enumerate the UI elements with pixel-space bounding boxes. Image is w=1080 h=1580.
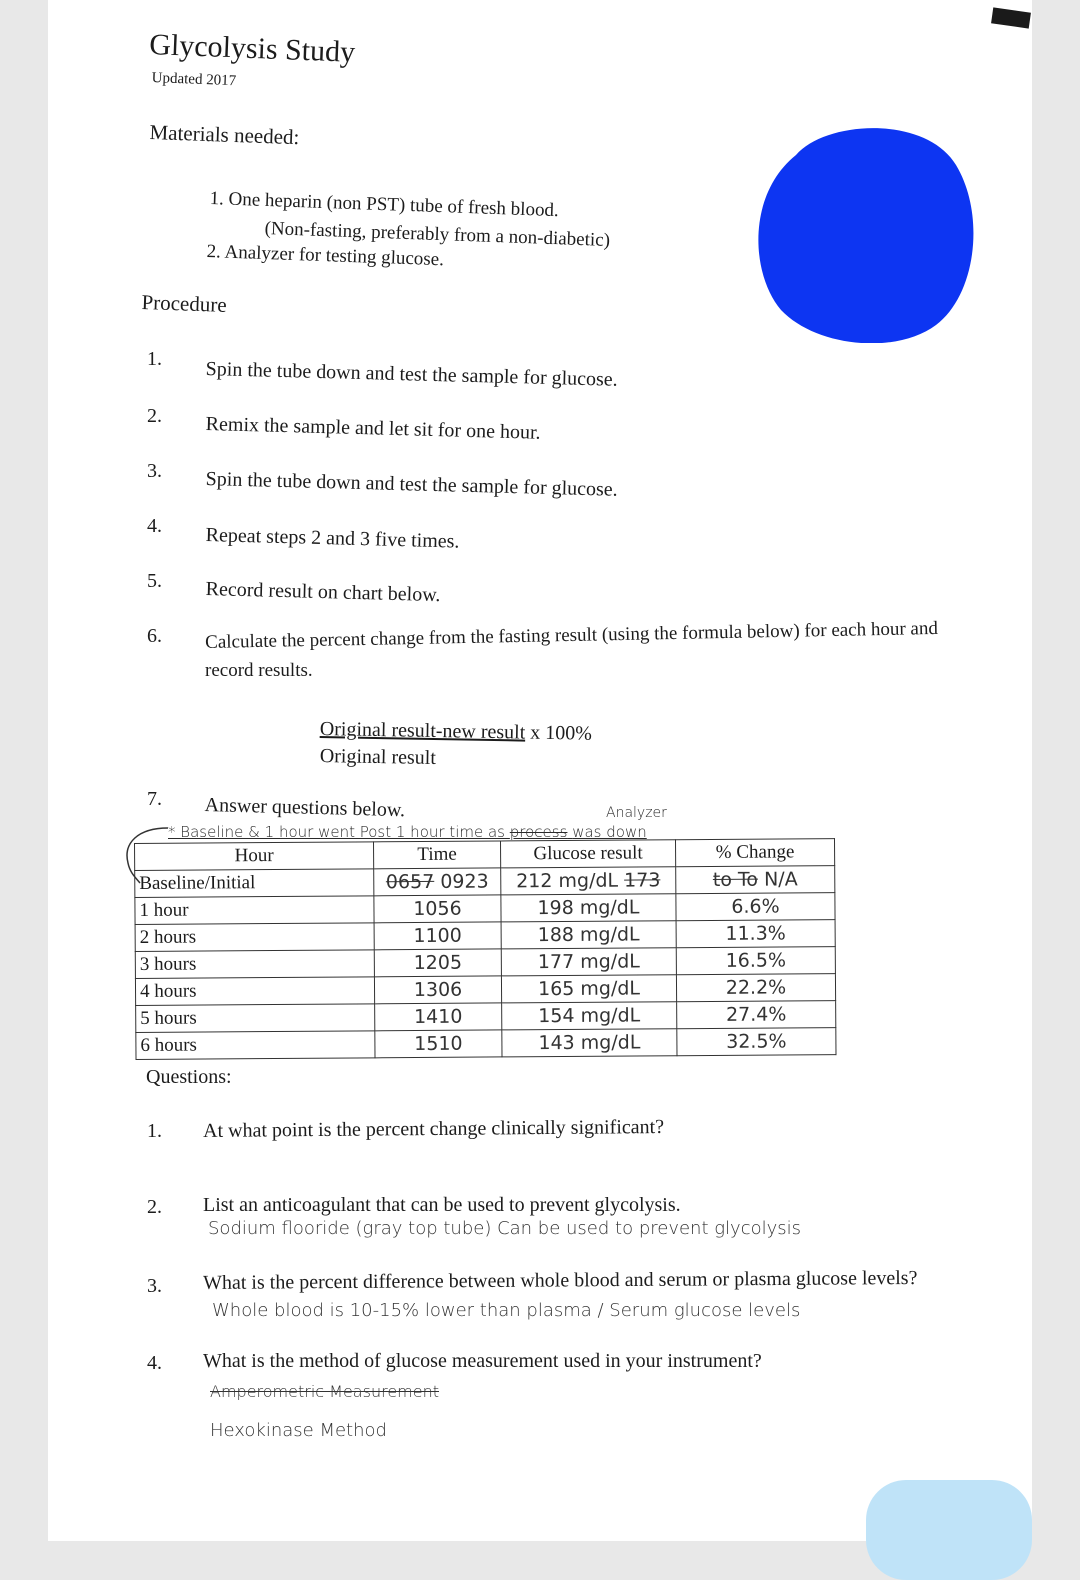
step-3-text: Spin the tube down and test the sample for glucose. <box>205 468 618 501</box>
cell-change: 27.4% <box>677 1001 836 1029</box>
step-7-text: Answer questions below. <box>204 794 406 822</box>
cell-time: 1410 <box>375 1003 502 1031</box>
header-glucose: Glucose result <box>500 840 675 868</box>
annotation-note-end: was down <box>572 823 647 841</box>
cell-change-value: N/A <box>763 868 798 891</box>
table-row <box>136 1028 836 1060</box>
cell-glucose: 154 mg/dL <box>502 1002 677 1030</box>
cell-time: 1510 <box>375 1030 502 1058</box>
question-4-number: 4. <box>147 1352 162 1374</box>
cell-time: 1306 <box>374 976 501 1004</box>
materials-item-1-num: 1. <box>209 188 225 210</box>
materials-item-1-text: One heparin (non PST) tube of fresh blood. <box>228 188 560 222</box>
cell-glucose: 143 mg/dL <box>502 1029 677 1057</box>
step-5-number: 5. <box>147 570 162 592</box>
annotation-note <box>168 823 647 841</box>
step-6-text-cont: record results. <box>205 660 313 681</box>
cell-glucose: 198 mg/dL <box>501 894 676 922</box>
step-2-text: Remix the sample and let sit for one hour. <box>205 413 541 444</box>
formula-numerator <box>320 718 593 746</box>
cell-glucose-value: 212 mg/dL <box>516 869 619 893</box>
cell-hour: 3 hours <box>135 950 374 979</box>
header-change: % Change <box>675 839 834 867</box>
header-time: Time <box>373 841 500 869</box>
cell-change: 16.5% <box>676 947 835 975</box>
procedure-heading: Procedure <box>141 290 228 317</box>
cell-glucose: 177 mg/dL <box>501 948 676 976</box>
question-1-number: 1. <box>147 1120 162 1142</box>
cell-time: 1100 <box>374 922 501 950</box>
cell-time-struck: 0657 <box>385 870 435 894</box>
step-4-number: 4. <box>147 515 162 537</box>
annotation-note-text: * Baseline & 1 hour went Post 1 hour time as <box>168 823 505 841</box>
question-3-answer: Whole blood is 10-15% lower than plasma / Serum glucose levels <box>212 1300 801 1321</box>
question-4-answer: Hexokinase Method <box>210 1420 387 1441</box>
question-3-number: 3. <box>147 1275 162 1297</box>
floating-action-bubble[interactable] <box>866 1480 1032 1580</box>
cell-change <box>676 866 835 894</box>
materials-item-2-text: Analyzer for testing glucose. <box>224 241 445 271</box>
formula-numerator-text: Original result-new result <box>319 718 526 744</box>
annotation-analyzer: Analyzer <box>606 805 667 821</box>
annotation-struck-word: process <box>509 823 568 841</box>
cell-change: 22.2% <box>676 974 835 1002</box>
question-2-number: 2. <box>147 1196 162 1218</box>
cell-time-value: 0923 <box>440 870 489 893</box>
cell-time <box>374 868 501 896</box>
page-title: Glycolysis Study <box>148 28 356 69</box>
cell-glucose-struck: 173 <box>624 869 661 892</box>
cell-hour: 6 hours <box>136 1031 375 1060</box>
cell-hour: 4 hours <box>135 977 374 1006</box>
question-4-text: What is the method of glucose measurement used in your instrument? <box>203 1350 762 1372</box>
cell-hour: 2 hours <box>135 923 374 952</box>
cell-hour: 5 hours <box>136 1004 375 1033</box>
cell-time: 1056 <box>374 895 501 923</box>
header-hour: Hour <box>135 842 374 871</box>
question-3-text: What is the percent difference between whole blood and serum or plasma glucose levels? <box>203 1267 918 1294</box>
page-subtitle: Updated 2017 <box>151 70 237 90</box>
question-2-answer: Sodium flooride (gray top tube) Can be used to prevent glycolysis <box>208 1218 802 1239</box>
cell-glucose: 165 mg/dL <box>501 975 676 1003</box>
step-3-number: 3. <box>147 460 162 482</box>
cell-change: 32.5% <box>677 1028 836 1056</box>
step-5-text: Record result on chart below. <box>205 578 441 607</box>
step-2-number: 2. <box>147 405 162 427</box>
glucose-results-table <box>134 838 836 1060</box>
step-7-number: 7. <box>147 788 162 810</box>
materials-item-1-note: (Non-fasting, preferably from a non-diabetic) <box>264 218 611 252</box>
cell-glucose <box>501 867 676 895</box>
cell-hour: Baseline/Initial <box>135 869 374 898</box>
questions-heading: Questions: <box>146 1066 232 1088</box>
cell-change: 6.6% <box>676 893 835 921</box>
step-6-number: 6. <box>147 625 162 647</box>
materials-item-2-num: 2. <box>206 241 222 263</box>
cell-glucose: 188 mg/dL <box>501 921 676 949</box>
question-2-text: List an anticoagulant that can be used to prevent glycolysis. <box>203 1194 681 1216</box>
cell-hour: 1 hour <box>135 896 374 925</box>
question-4-struck-answer: Amperometric Measurement <box>210 1382 439 1401</box>
cell-change: 11.3% <box>676 920 835 948</box>
step-1-text: Spin the tube down and test the sample for glucose. <box>205 358 618 391</box>
cell-change-struck: to To <box>712 868 759 891</box>
step-1-number: 1. <box>147 348 162 370</box>
formula-multiplier: x 100% <box>525 721 593 745</box>
formula-denominator: Original result <box>319 745 437 770</box>
cell-time: 1205 <box>374 949 501 977</box>
materials-heading: Materials needed: <box>149 120 300 150</box>
step-4-text: Repeat steps 2 and 3 five times. <box>205 524 460 553</box>
step-6-text: Calculate the percent change from the fasting result (using the formula below) for each hour and <box>205 617 939 653</box>
question-1-text: At what point is the percent change clinically significant? <box>203 1115 665 1142</box>
redaction-blob <box>756 125 976 343</box>
